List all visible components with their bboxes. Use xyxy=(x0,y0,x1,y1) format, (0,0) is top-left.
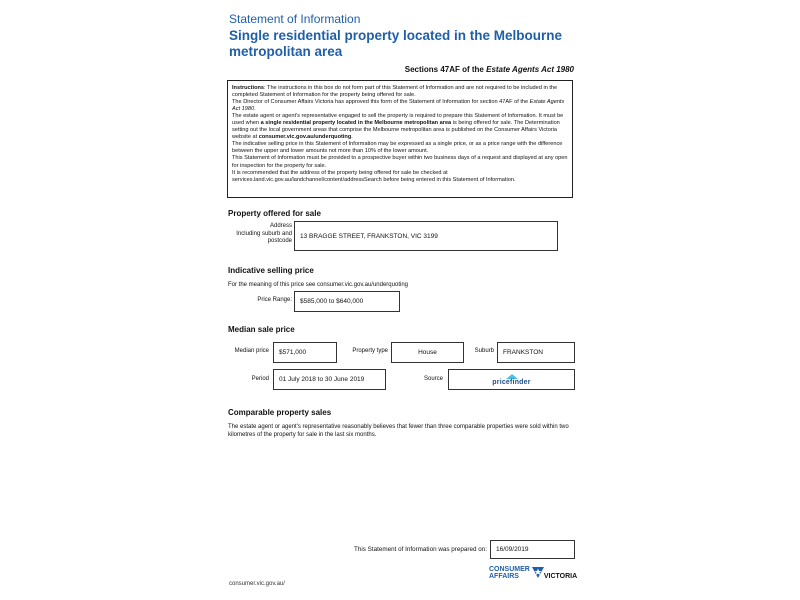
instructions-line6: It is recommended that the address of the property being offered for sale be checked at services.land.vic.gov.au/landchannel/content/addressSearch before being entered in this Statement of Information. xyxy=(232,169,516,183)
instructions-box xyxy=(227,80,573,198)
instructions-line3b: is being offered for sale. The Determination setting out the local government areas that comprise the Melbourne metropolitan area is published on the Consumer Affairs Victoria website at xyxy=(232,120,560,141)
source-field xyxy=(448,369,575,390)
median-heading: Median sale price xyxy=(228,325,295,334)
comparable-text: The estate agent or agent's representative reasonably believes that fewer than three comparable properties were sold within two kilometres of the property for sale in the last six months. xyxy=(228,424,569,438)
logo-line-3: VICTORIA xyxy=(543,573,578,580)
footer-url[interactable]: consumer.vic.gov.au/ xyxy=(229,581,285,587)
prepared-date-field: 16/09/2019 xyxy=(490,540,575,559)
address-sublabel-2: postcode xyxy=(267,238,292,244)
address-sublabel-1: Including suburb and xyxy=(236,230,292,237)
instructions-line2-act: Estate Agents Act 1980 xyxy=(232,99,565,113)
period-label: Period xyxy=(251,376,269,382)
logo-line-2: AFFAIRS xyxy=(489,573,519,580)
property-type-label: Property type xyxy=(352,348,388,354)
instructions-line3-bold: a single residential property located in the Melbourne metropolitan area xyxy=(260,120,452,127)
instructions-line3a: The estate agent or agent's representative engaged to sell the property is required to prepare this Statement of Information. It must be used when xyxy=(232,113,564,127)
document-title: Single residential property located in the Melbourne metropolitan area xyxy=(229,28,563,59)
suburb-label: Suburb xyxy=(474,348,494,354)
logo-line-1: CONSUMER xyxy=(489,566,530,573)
indicative-heading: Indicative selling price xyxy=(228,266,314,275)
property-heading: Property offered for sale xyxy=(228,209,321,218)
instructions-line2a: The Director of Consumer Affairs Victoria has approved this form of the Statement of Information for section 47AF of the xyxy=(232,99,530,106)
comparable-heading: Comparable property sales xyxy=(228,408,332,417)
instructions-line3c: . xyxy=(351,134,353,141)
source-label: Source xyxy=(423,376,443,382)
price-range-label: Price Range: xyxy=(257,297,292,303)
instructions-link[interactable]: consumer.vic.gov.au/underquoting xyxy=(258,134,352,141)
sections-act: Estate Agents Act 1980 xyxy=(486,65,574,74)
address-field: 13 BRAGGE STREET, FRANKSTON, VIC 3199 xyxy=(294,221,558,251)
property-type-field: House xyxy=(391,342,464,363)
instructions-line2b: . xyxy=(254,106,256,113)
consumer-affairs-logo xyxy=(489,566,577,580)
period-field: 01 July 2018 to 30 June 2019 xyxy=(273,369,386,390)
address-label-group xyxy=(225,223,292,246)
suburb-field: FRANKSTON xyxy=(497,342,575,363)
victoria-triangle-icon xyxy=(532,567,544,579)
median-price-label: Median price xyxy=(234,348,269,354)
instructions-lead: Instructions xyxy=(232,85,265,91)
sections-reference xyxy=(405,65,574,74)
source-value: pricefinder xyxy=(492,378,531,386)
prepared-label: This Statement of Information was prepared on: xyxy=(353,546,487,553)
price-range-field: $585,000 to $640,000 xyxy=(294,291,400,312)
document-subtitle: Statement of Information xyxy=(229,12,361,26)
indicative-note: For the meaning of this price see consumer.vic.gov.au/underquoting xyxy=(228,282,408,288)
median-price-field: $571,000 xyxy=(273,342,337,363)
sections-prefix: Sections 47AF of the xyxy=(404,65,487,74)
instructions-line4: The indicative selling price in this Statement of Information may be expressed as a single price, or as a price range with the difference between the upper and lower amounts not more than 10% of the lower amount. xyxy=(232,141,563,155)
address-label: Address xyxy=(269,223,292,229)
instructions-line5: This Statement of Information must be provided to a prospective buyer within two business days of a request and displayed at any open for inspection for the property for sale. xyxy=(232,155,568,169)
instructions-line1: : The instructions in this box do not form part of this Statement of Information and are not required to be included in the completed Statement of Information for the property being offered for sale. xyxy=(232,85,558,99)
